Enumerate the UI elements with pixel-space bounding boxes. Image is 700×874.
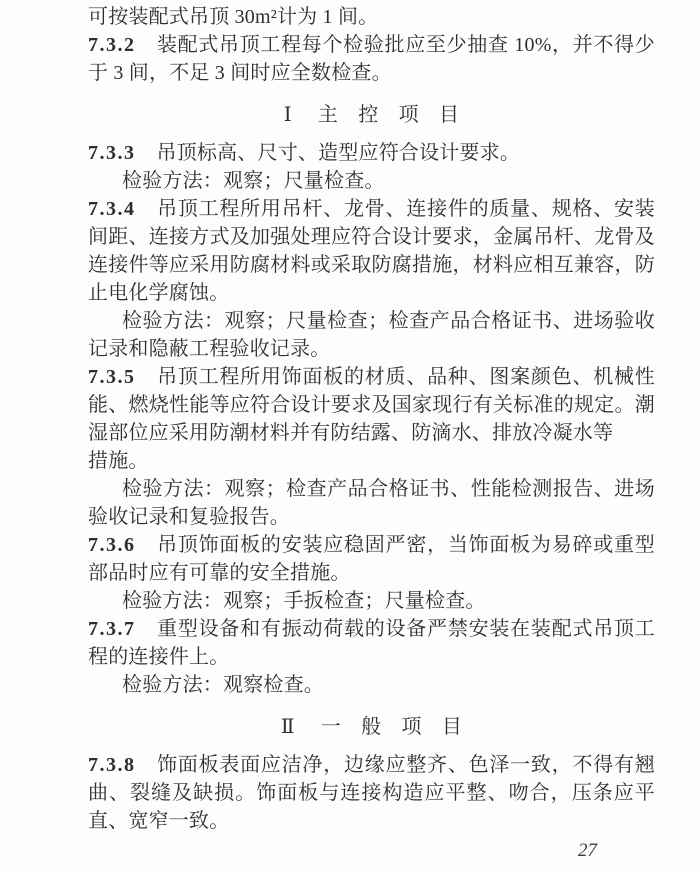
text-line: 检验方法：观察；尺量检查。 xyxy=(122,170,385,192)
clause-number: 7.3.6 xyxy=(88,534,136,556)
section-label: 主 控 项 目 xyxy=(317,104,460,126)
text-line: 检验方法：观察检查。 xyxy=(122,674,324,696)
clause-line xyxy=(88,195,655,223)
text-line: 验收记录和复验报告。 xyxy=(88,506,290,528)
clause-number: 7.3.3 xyxy=(88,142,136,164)
clause-line xyxy=(88,751,655,779)
text-line: 程的连接件上。 xyxy=(88,646,230,668)
clause-number: 7.3.5 xyxy=(88,366,136,388)
clause-line xyxy=(88,531,655,559)
clause-text: 吊顶工程所用吊杆、龙骨、连接件的质量、规格、安装 xyxy=(156,198,655,220)
text-line: 于 3 间，不足 3 间时应全数检查。 xyxy=(88,62,392,84)
clause-line xyxy=(88,363,655,391)
text-line: 直、宽窄一致。 xyxy=(88,810,230,832)
section-label: 一 般 项 目 xyxy=(320,716,463,738)
section-numeral: Ⅱ xyxy=(280,716,295,738)
text-line: 湿部位应采用防潮材料并有防结露、防滴水、排放冷凝水等 xyxy=(88,422,614,444)
clause-number: 7.3.8 xyxy=(88,754,136,776)
text-line: 检验方法：观察；尺量检查；检查产品合格证书、进场验收 xyxy=(122,310,655,332)
clause-line xyxy=(88,615,655,643)
page-number: 27 xyxy=(578,840,597,861)
clause-number: 7.3.4 xyxy=(88,198,136,220)
clause-text: 吊顶工程所用饰面板的材质、品种、图案颜色、机械性 xyxy=(156,366,655,388)
section-heading xyxy=(88,713,655,741)
text-line: 措施。 xyxy=(88,450,149,472)
text-line: 止电化学腐蚀。 xyxy=(88,282,230,304)
clause-text: 饰面板表面应洁净，边缘应整齐、色泽一致，不得有翘 xyxy=(156,754,655,776)
clause-number: 7.3.7 xyxy=(88,618,136,640)
section-heading xyxy=(88,101,655,129)
text-line: 曲、裂缝及缺损。饰面板与连接构造应平整、吻合，压条应平 xyxy=(88,782,655,804)
text-line: 间距、连接方式及加强处理应符合设计要求，金属吊杆、龙骨及 xyxy=(88,226,655,248)
clause-text: 吊顶标高、尺寸、造型应符合设计要求。 xyxy=(156,142,521,164)
section-numeral: Ⅰ xyxy=(283,104,292,126)
text-line: 连接件等应采用防腐材料或采取防腐措施，材料应相互兼容，防 xyxy=(88,254,655,276)
document-body xyxy=(88,3,655,835)
text-line: 可按装配式吊顶 30m²计为 1 间。 xyxy=(88,6,379,28)
text-line: 能、燃烧性能等应符合设计要求及国家现行有关标准的规定。潮 xyxy=(88,394,655,416)
text-line: 检验方法：观察；检查产品合格证书、性能检测报告、进场 xyxy=(122,478,655,500)
clause-text: 装配式吊顶工程每个检验批应至少抽查 10%，并不得少 xyxy=(156,34,655,56)
clause-number: 7.3.2 xyxy=(88,34,136,56)
clause-line xyxy=(88,139,655,167)
clause-text: 重型设备和有振动荷载的设备严禁安装在装配式吊顶工 xyxy=(156,618,655,640)
clause-text: 吊顶饰面板的安装应稳固严密，当饰面板为易碎或重型 xyxy=(156,534,655,556)
clause-line xyxy=(88,31,655,59)
text-line: 记录和隐蔽工程验收记录。 xyxy=(88,338,331,360)
text-line: 部品时应有可靠的安全措施。 xyxy=(88,562,351,584)
text-line: 检验方法：观察；手扳检查；尺量检查。 xyxy=(122,590,486,612)
